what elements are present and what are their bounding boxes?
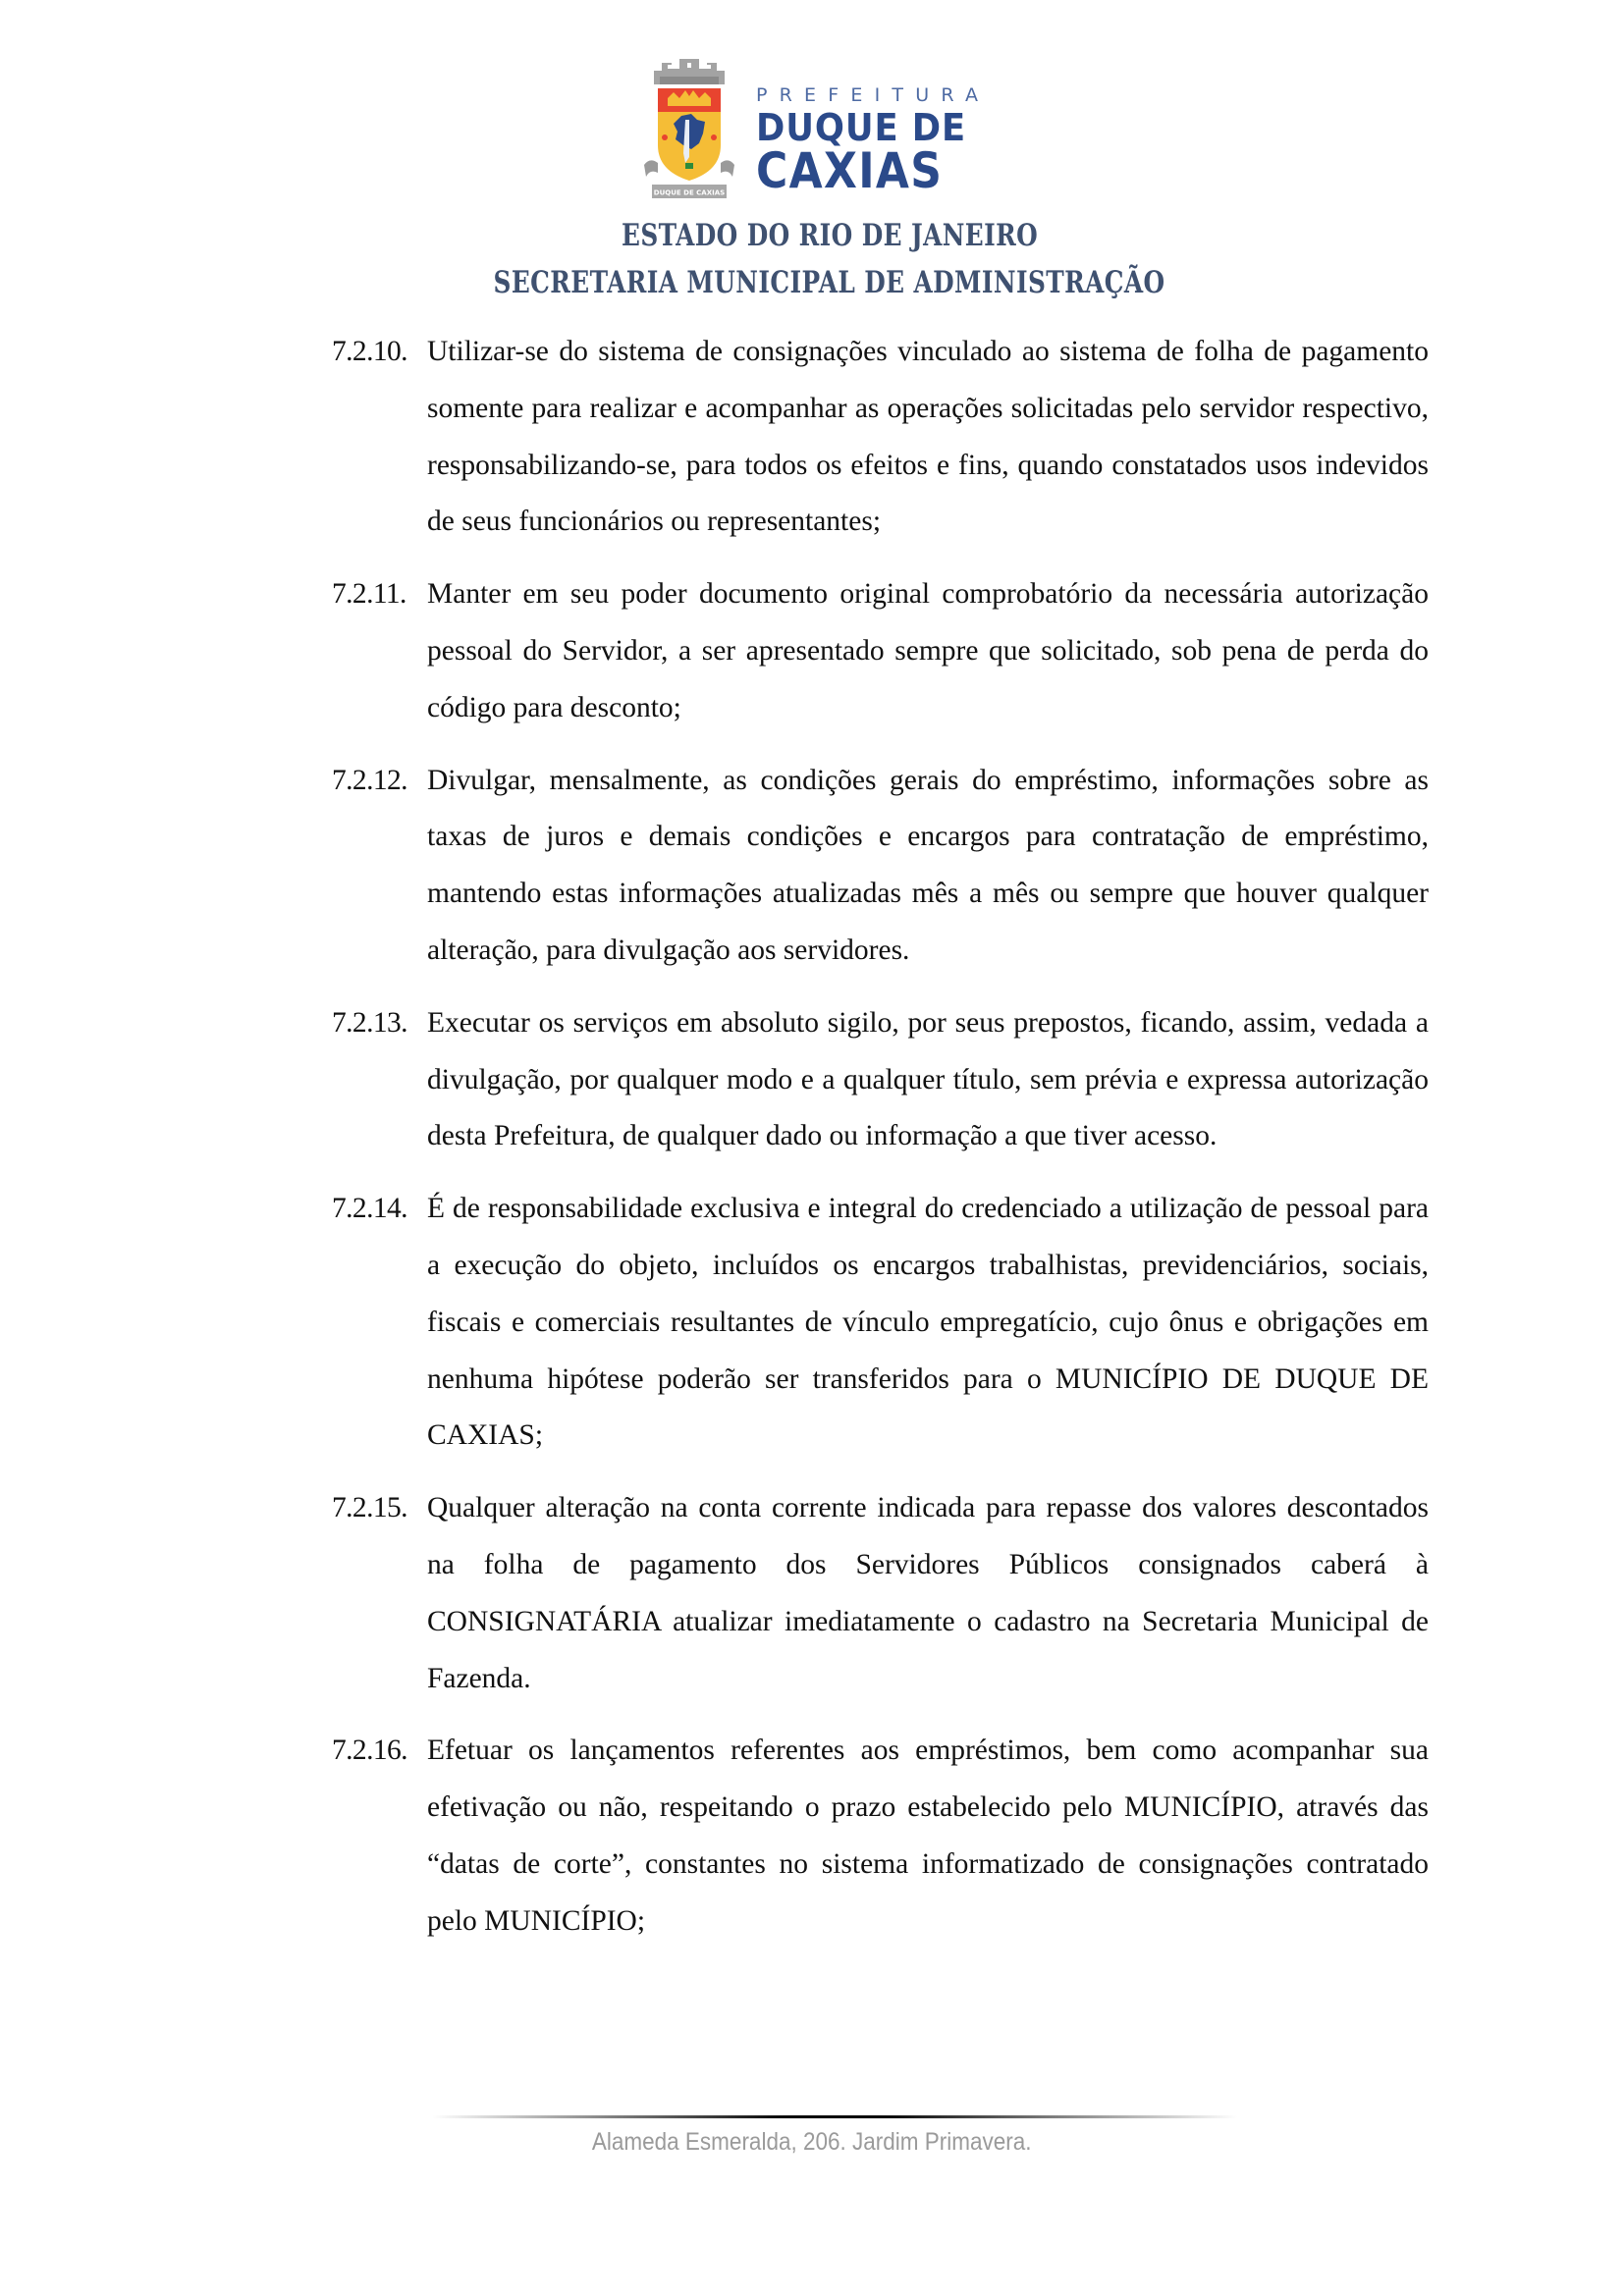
- clause-text: É de responsabilidade exclusiva e integral do credenciado a utilização de pessoal para a execução do objeto, incluídos os encargos trabalhistas, previdenciários, sociais, fiscais e comerciais resultantes de vínculo empregatício, cujo ônus e obrigações em nenhuma hipótese poderão ser transferidos para o MUNICÍPIO DE DUQUE DE CAXIAS;: [427, 1193, 1429, 1452]
- department-title: [0, 265, 1624, 300]
- clause-text: Divulgar, mensalmente, as condições gerais do empréstimo, informações sobre as taxas de juros e demais condições e encargos para contratação de empréstimo, mantendo estas informações atualizadas mês a mês ou sempre que houver qualquer alteração, para divulgação aos servidores.: [427, 764, 1429, 966]
- wordmark-caxias: CAXIAS: [756, 142, 944, 199]
- footer-divider: [432, 2115, 1237, 2118]
- clause-number: 7.2.13.: [332, 1006, 407, 1039]
- footer-address-text: Alameda Esmeralda, 206. Jardim Primavera.: [592, 2128, 1032, 2156]
- state-title: [0, 218, 1624, 253]
- clause-number: 7.2.10.: [332, 336, 407, 367]
- clause-item: [332, 324, 1429, 551]
- clause-number: 7.2.14.: [332, 1193, 407, 1225]
- state-title-text: ESTADO DO RIO DE JANEIRO: [621, 218, 1039, 253]
- footer-address: [0, 2128, 1624, 2157]
- clause-item: [332, 1480, 1429, 1707]
- prefeitura-logo: [640, 55, 994, 202]
- crest-ribbon-text: DUQUE DE CAXIAS: [653, 188, 726, 197]
- clause-item: [332, 753, 1429, 980]
- clause-text: Executar os serviços em absoluto sigilo, por seus prepostos, ficando, assim, vedada a divulgação, por qualquer modo e a qualquer título, sem prévia e expressa autorização desta Prefeitura, de qualquer dado ou informação a que tiver acesso.: [427, 1006, 1429, 1152]
- clause-item: [332, 1723, 1429, 1949]
- clause-number: 7.2.12.: [332, 764, 407, 796]
- wordmark-duque-de: DUQUE DE: [756, 106, 967, 149]
- coat-of-arms-icon: [640, 55, 738, 202]
- clause-text: Manter em seu poder documento original comprobatório da necessária autorização pessoal do Servidor, a ser apresentado sempre que solicitado, sob pena de perda do código para desconto;: [427, 578, 1429, 723]
- clause-text: Qualquer alteração na conta corrente indicada para repasse dos valores descontados na folha de pagamento dos Servidores Públicos consignados caberá à CONSIGNATÁRIA atualizar imediatamente o cadastro na Secretaria Municipal de Fazenda.: [427, 1492, 1429, 1694]
- wordmark-prefeitura: PREFEITURA: [756, 84, 991, 106]
- department-title-text: SECRETARIA MUNICIPAL DE ADMINISTRAÇÃO: [493, 265, 1166, 300]
- clause-item: [332, 1181, 1429, 1465]
- prefeitura-wordmark: [756, 82, 992, 199]
- clause-item: [332, 995, 1429, 1165]
- clause-number: 7.2.16.: [332, 1735, 407, 1767]
- clause-item: [332, 566, 1429, 736]
- clause-list: [332, 324, 1429, 1966]
- clause-text: Efetuar os lançamentos referentes aos empréstimos, bem como acompanhar sua efetivação ou não, respeitando o prazo estabelecido pelo MUNICÍPIO, através das “datas de corte”, constantes no sistema informatizado de consignações contratado pelo MUNICÍPIO;: [427, 1735, 1429, 1937]
- clause-number: 7.2.11.: [332, 578, 406, 611]
- clause-number: 7.2.15.: [332, 1492, 407, 1524]
- clause-text: Utilizar-se do sistema de consignações vinculado ao sistema de folha de pagamento somente para realizar e acompanhar as operações solicitadas pelo servidor respectivo, responsabilizando-se, para todos os efeitos e fins, quando constatados usos indevidos de seus funcionários ou representantes;: [427, 336, 1429, 538]
